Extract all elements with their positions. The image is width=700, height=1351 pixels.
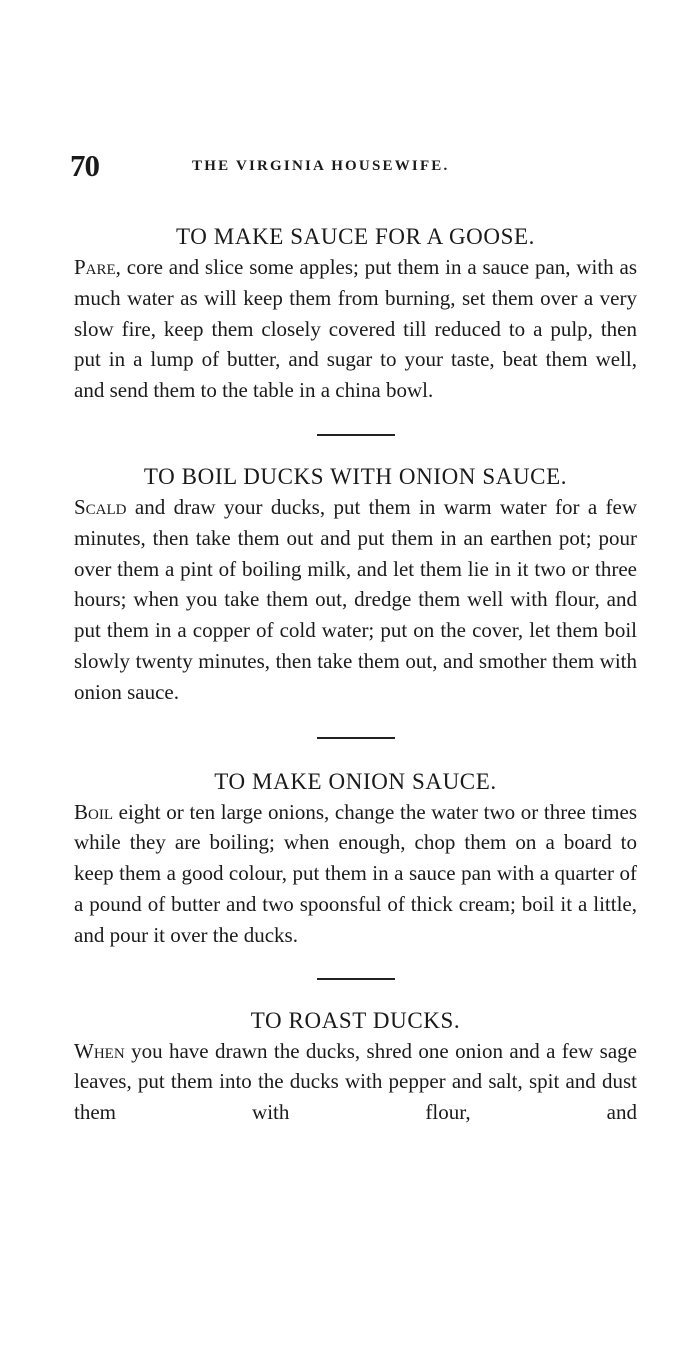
section-divider — [317, 434, 395, 436]
section-divider — [317, 737, 395, 739]
page-number: 70 — [70, 148, 99, 183]
recipe-title: TO MAKE SAUCE FOR A GOOSE. — [176, 224, 535, 249]
recipe-first-word: Pare, — [74, 255, 121, 279]
recipe-body — [74, 252, 637, 406]
recipe-body — [74, 1036, 637, 1128]
recipe-boil-ducks — [74, 462, 637, 708]
recipe-text: core and slice some apples; put them in a sauce pan, with as much water as will keep them from burning, set them over a very slow fire, keep them closely covered till reduced to a pulp, then put in a lump of butter, and sugar to your taste, beat them well, and send them to the table in a china bowl. — [74, 255, 638, 403]
running-title: THE VIRGINIA HOUSEWIFE. — [192, 158, 450, 174]
recipe-onion-sauce — [74, 767, 637, 951]
recipe-text: eight or ten large onions, change the water two or three times while they are boiling; when enough, chop them on a board to keep them a good colour, put them in a sauce pan with a quarter of a pound of butter and two spoonsful of thick cream; boil it a little, and pour it over the ducks. — [74, 799, 637, 947]
recipe-title: TO ROAST DUCKS. — [250, 1007, 461, 1033]
recipe-first-word: Boil — [74, 799, 113, 824]
recipe-title: TO MAKE ONION SAUCE. — [214, 768, 497, 794]
recipe-roast-ducks — [74, 1006, 637, 1128]
recipe-body — [74, 492, 637, 708]
recipe-goose-sauce — [74, 222, 637, 406]
recipe-title: TO BOIL DUCKS WITH ONION SAUCE. — [143, 463, 568, 489]
recipe-text: and draw your ducks, put them in warm water for a few minutes, then take them out and put them in an earthen pot; pour over them a pint of boiling milk, and let them lie in it two or three hours; when you take them out, dredge them well with flour, and put them in a copper of cold water; put on the cover, let them boil slowly twenty minutes, then take them out, and smother them with onion sauce. — [74, 494, 638, 704]
book-page — [70, 148, 638, 1128]
recipe-first-word: Scald — [74, 494, 127, 519]
recipe-text: you have drawn the ducks, shred one onion and a few sage leaves, put them into the ducks with pepper and salt, spit and dust them with flour, and — [74, 1038, 637, 1125]
running-head — [70, 148, 637, 188]
recipe-body — [74, 797, 637, 951]
section-divider — [317, 978, 395, 980]
recipe-first-word: When — [74, 1038, 125, 1063]
